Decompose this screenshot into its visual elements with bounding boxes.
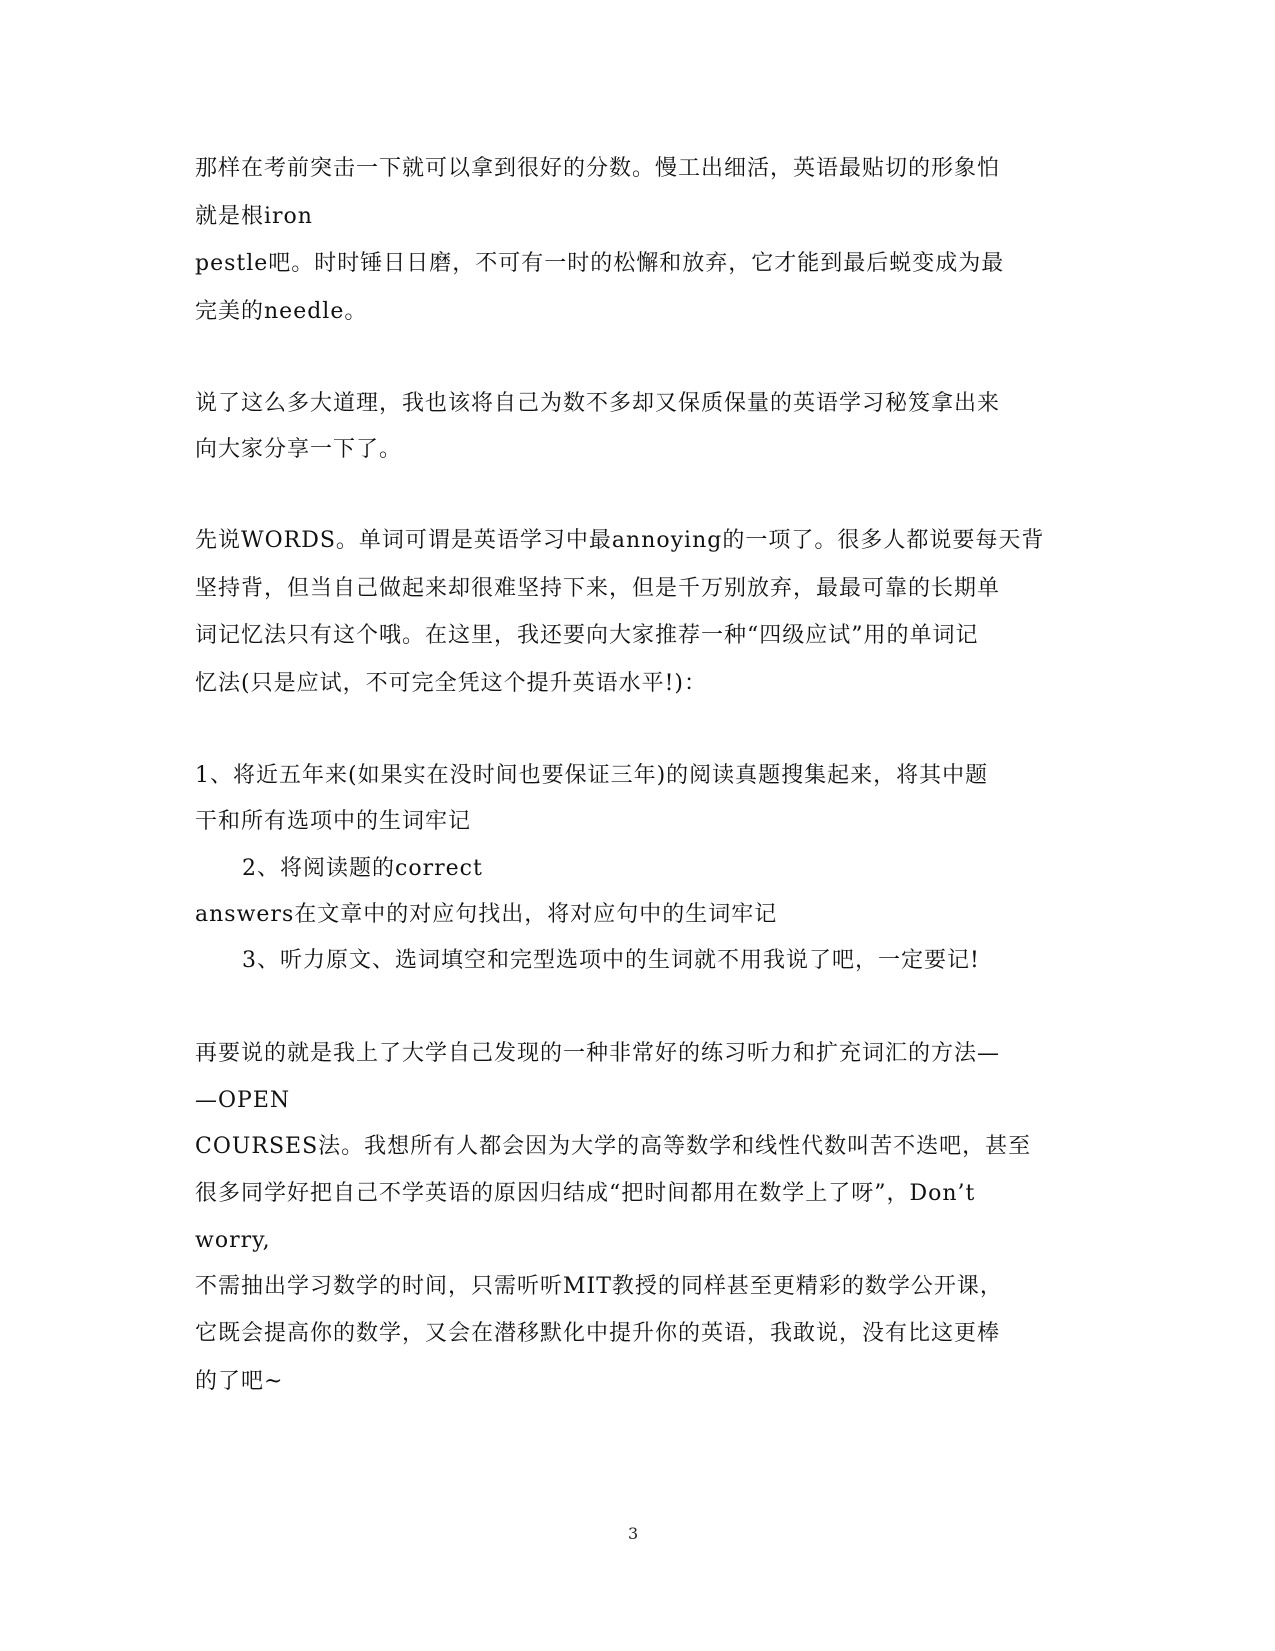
list-item-1-line-2: 干和所有选项中的生词牢记: [195, 809, 472, 834]
list-item-2-line-2: answers在文章中的对应句找出，将对应句中的生词牢记: [195, 902, 778, 927]
paragraph-4-line-8: 的了吧~: [195, 1369, 284, 1394]
paragraph-1-line-1: 那样在考前突击一下就可以拿到很好的分数。慢工出细活，英语最贴切的形象怕: [195, 156, 1001, 181]
list-item-2-line-1: 2、将阅读题的correct: [242, 856, 483, 881]
paragraph-3-line-4: 忆法(只是应试，不可完全凭这个提升英语水平!)：: [195, 671, 708, 696]
paragraph-4-line-5: worry,: [195, 1228, 271, 1253]
paragraph-1-line-3: pestle吧。时时锤日日磨，不可有一时的松懈和放弃，它才能到最后蜕变成为最: [195, 251, 1005, 276]
paragraph-3-line-2: 坚持背，但当自己做起来却很难坚持下来，但是千万别放弃，最最可靠的长期单: [195, 576, 1001, 601]
paragraph-3-line-3: 词记忆法只有这个哦。在这里，我还要向大家推荐一种“四级应试”用的单词记: [195, 623, 979, 648]
paragraph-4-line-3: COURSES法。我想所有人都会因为大学的高等数学和线性代数叫苦不迭吧，甚至: [195, 1134, 1032, 1159]
paragraph-4-line-6: 不需抽出学习数学的时间，只需听听MIT教授的同样甚至更精彩的数学公开课，: [195, 1274, 1003, 1299]
paragraph-4-line-4: 很多同学好把自己不学英语的原因归结成“把时间都用在数学上了呀”，Don’t: [195, 1181, 976, 1206]
paragraph-2-line-2: 向大家分享一下了。: [195, 437, 403, 462]
paragraph-4-line-1: 再要说的就是我上了大学自己发现的一种非常好的练习听力和扩充词汇的方法—: [195, 1041, 1001, 1066]
page-number: 3: [628, 1524, 639, 1543]
paragraph-4-line-2: —OPEN: [195, 1088, 291, 1113]
paragraph-1-line-4: 完美的needle。: [195, 299, 368, 324]
paragraph-4-line-7: 它既会提高你的数学，又会在潜移默化中提升你的英语，我敢说，没有比这更棒: [195, 1321, 1001, 1346]
list-item-1-line-1: 1、将近五年来(如果实在没时间也要保证三年)的阅读真题搜集起来，将其中题: [195, 763, 989, 788]
paragraph-1-line-2: 就是根iron: [195, 204, 313, 229]
paragraph-3-line-1: 先说WORDS。单词可谓是英语学习中最annoying的一项了。很多人都说要每天背: [195, 528, 1045, 553]
list-item-3-line-1: 3、听力原文、选词填空和完型选项中的生词就不用我说了吧，一定要记!: [242, 948, 980, 973]
paragraph-2-line-1: 说了这么多大道理，我也该将自己为数不多却又保质保量的英语学习秘笈拿出来: [195, 391, 1001, 416]
